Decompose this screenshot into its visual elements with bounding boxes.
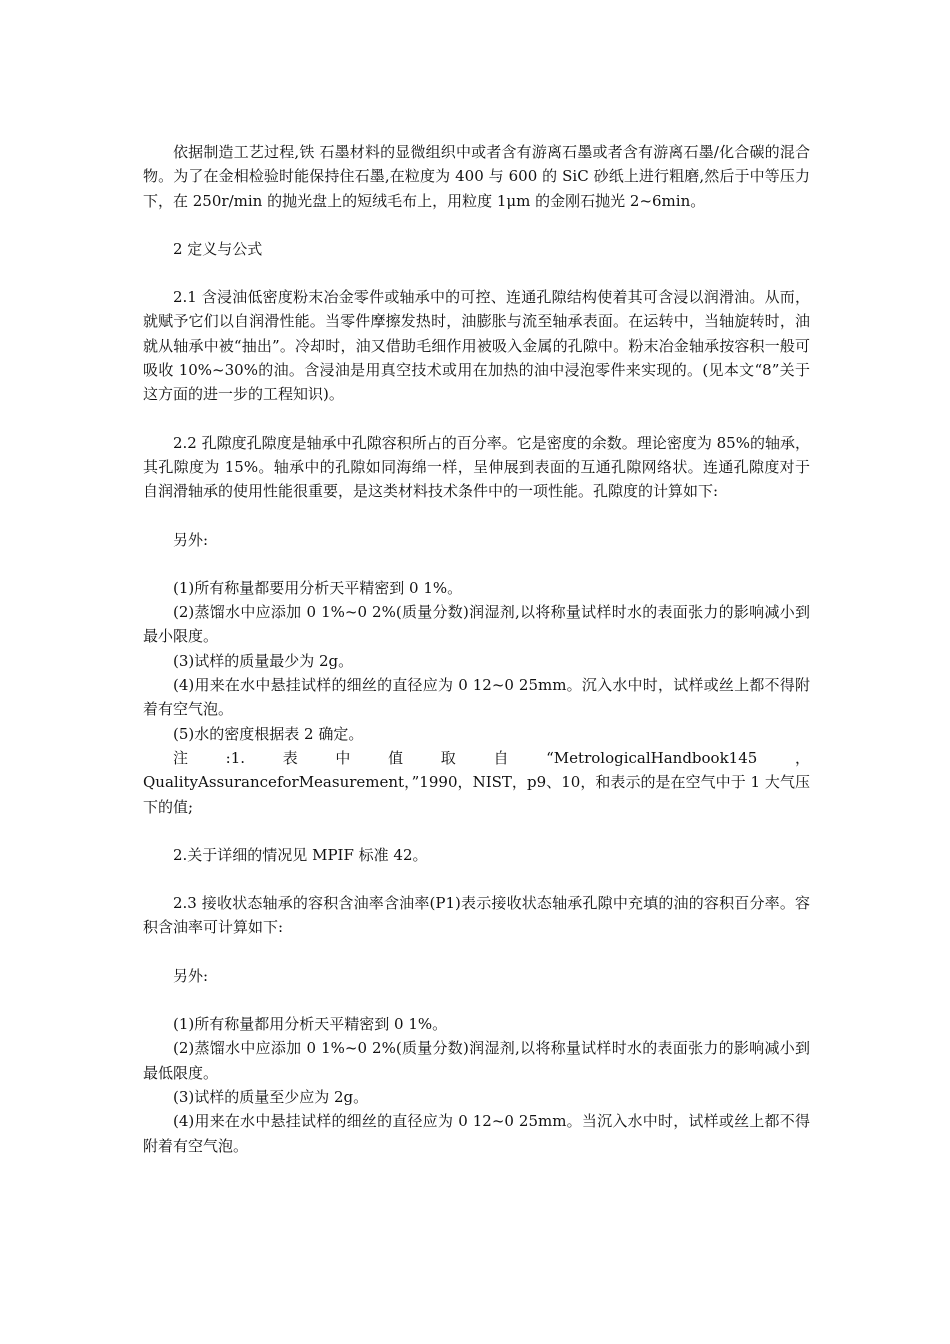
another-label-2: 另外:	[173, 966, 209, 985]
intro-paragraph: 依据制造工艺过程,铁 石墨材料的显微组织中或者含有游离石墨或者含有游离石墨/化合碳的混合物。为了在金相检验时能保持住石墨,在粒度为 400 与 600 的 SiC 砂纸上进行粗磨,然后于中等压力下，在 250r/min 的抛光盘上的短绒毛布上，用粒度 1μm 的金刚石抛光 2~6min。	[143, 143, 810, 210]
note-1: 注:1.表中值取自“MetrologicalHandbook145，QualityAssuranceforMeasurement，”1990，NIST，p9、10，和表示的是在空气中于 1 大气压下的值;	[143, 748, 810, 816]
paragraph-2-1: 2.1 含浸油低密度粉末冶金零件或轴承中的可控、连通孔隙结构使着其可含浸以润滑油。从而，就赋予它们以自润滑性能。当零件摩擦发热时，油膨胀与流至轴承表面。在运转中，当轴旋转时，油就从轴承中被“抽出”。冷却时，油又借助毛细作用被吸入金属的孔隙中。粉末冶金轴承按容积一般可吸收 10%~30%的油。含浸油是用真空技术或用在加热的油中浸泡零件来实现的。(见本文“8”关于这方面的进一步的工程知识)。	[143, 288, 810, 404]
list-item: (4)用来在水中悬挂试样的细丝的直径应为 0 12~0 25mm。当沉入水中时，试样或丝上都不得附着有空气泡。	[143, 1112, 810, 1155]
requirements-list-2	[143, 1012, 810, 1158]
another-label-1: 另外:	[173, 530, 209, 549]
list-item: (4)用来在水中悬挂试样的细丝的直径应为 0 12~0 25mm。沉入水中时，试样或丝上都不得附着有空气泡。	[143, 676, 810, 719]
list-item: (2)蒸馏水中应添加 0 1%~0 2%(质量分数)润湿剂,以将称量试样时水的表面张力的影响减小到最低限度。	[143, 1039, 810, 1082]
section-heading: 2 定义与公式	[173, 239, 263, 258]
list-item: (5)水的密度根据表 2 确定。	[173, 724, 364, 743]
paragraph-2-3: 2.3 接收状态轴承的容积含油率含油率(P1)表示接收状态轴承孔隙中充填的油的容积百分率。容积含油率可计算如下:	[143, 894, 810, 937]
list-item: (1)所有称量都用分析天平精密到 0 1%。	[173, 1015, 448, 1034]
note-2: 2.关于详细的情况见 MPIF 标准 42。	[173, 845, 428, 864]
paragraph-2-2: 2.2 孔隙度孔隙度是轴承中孔隙容积所占的百分率。它是密度的余数。理论密度为 85%的轴承，其孔隙度为 15%。轴承中的孔隙如同海绵一样，呈伸展到表面的互通孔隙网络状。连通孔隙度对于自润滑轴承的使用性能很重要，是这类材料技术条件中的一项性能。孔隙度的计算如下:	[143, 433, 810, 501]
list-item: (3)试样的质量最少为 2g。	[173, 651, 354, 670]
list-item: (2)蒸馏水中应添加 0 1%~0 2%(质量分数)润湿剂,以将称量试样时水的表面张力的影响减小到最小限度。	[143, 603, 810, 646]
list-item: (3)试样的质量至少应为 2g。	[173, 1087, 369, 1106]
list-item: (1)所有称量都要用分析天平精密到 0 1%。	[173, 578, 463, 597]
requirements-list-1	[143, 576, 810, 819]
document-page	[143, 140, 810, 1182]
